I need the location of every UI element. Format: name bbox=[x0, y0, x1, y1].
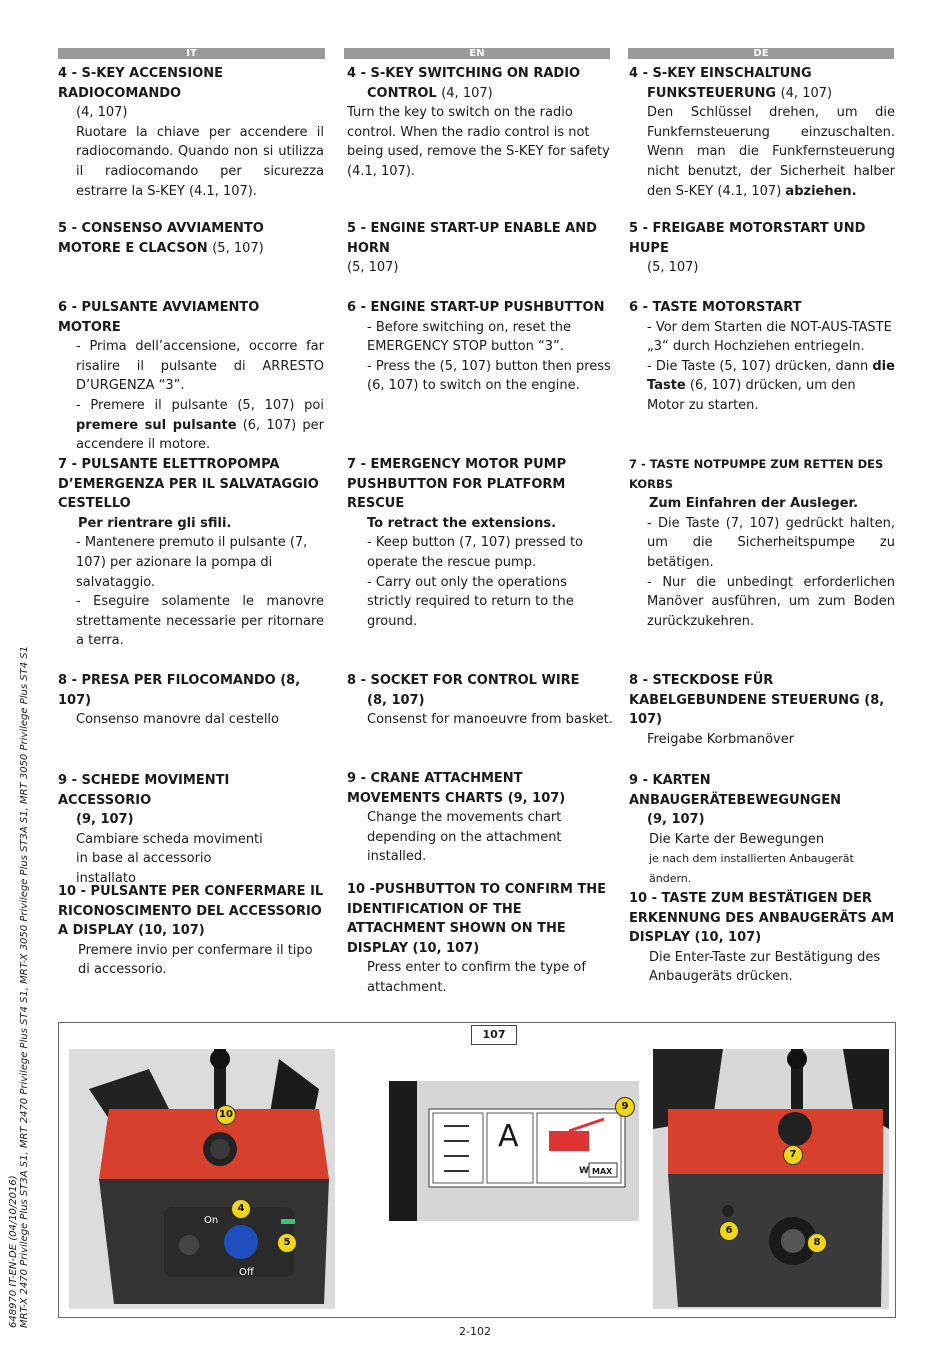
it-s6-line1: - Prima dell’accensione, occorre far risalire il pulsante di ARRESTO D’URGENZA “3”. bbox=[76, 339, 324, 394]
en-s5-ref: (5, 107) bbox=[347, 260, 399, 276]
en-s9-body: Change the movements chart depending on the attachment installed. bbox=[367, 810, 562, 865]
de-s5-title: 5 - FREIGABE MOTORSTART UND HUPE bbox=[629, 221, 866, 256]
it-s9-body: Cambiare scheda movimenti in base al accessorio installato bbox=[76, 831, 263, 886]
en-s7-line1: - Keep button (7, 107) pressed to operate the rescue pump. bbox=[367, 535, 584, 570]
sidebar-line2: MRT-X 2470 Privilege Plus ST3A S1, MRT 2470 Privilege Plus ST4 S1, MRT-X 3050 Privilege Plus ST3A S1, MRT 3050 Privilege Plus ST4 S1 bbox=[19, 646, 30, 1328]
it-s10-title: 10 - PULSANTE PER CONFERMARE IL RICONOSCIMENTO DEL ACCESSORIO A DISPLAY (10, 107) bbox=[58, 884, 324, 939]
en-s5-title: 5 - ENGINE START-UP ENABLE AND HORN bbox=[347, 221, 597, 256]
en-s10-body: Press enter to confirm the type of attachment. bbox=[367, 960, 586, 995]
de-s8-title: 8 - STECKDOSE FÜR KABELGEBUNDENE STEUERUNG (8, 107) bbox=[629, 673, 885, 728]
it-s4-body: Ruotare la chiave per accendere il radiocomando. Quando non si utilizza il radiocomando per sicurezza estrarre la S-KEY (4.1, 107). bbox=[76, 124, 324, 199]
callout-6: 6 bbox=[719, 1221, 739, 1241]
column-header-de: DE bbox=[628, 48, 894, 59]
it-s6-title: 6 - PULSANTE AVVIAMENTO MOTORE bbox=[58, 300, 260, 335]
en-s4-body: Turn the key to switch on the radio control. When the radio control is not being used, remove the S-KEY for safety (4.1, 107). bbox=[347, 105, 610, 179]
it-s7-line1: - Mantenere premuto il pulsante (7, 107) per azionare la pompa di salvataggio. bbox=[76, 535, 308, 590]
it-s10-body: Premere invio per confermare il tipo di accessorio. bbox=[78, 942, 313, 978]
it-s5-title: 5 - CONSENSO AVVIAMENTO MOTORE E CLACSON (5, 107) bbox=[58, 221, 264, 256]
photo-right-control-panel bbox=[653, 1049, 889, 1309]
en-s8-body: Consenst for manoeuvre from basket. bbox=[367, 712, 613, 728]
figure-number: 107 bbox=[471, 1025, 517, 1045]
chart-label-w: W bbox=[579, 1166, 589, 1176]
de-s10-body: Die Enter-Taste zur Bestätigung des Anbaugeräts drücken. bbox=[649, 949, 881, 985]
de-s6-line2: - Die Taste (5, 107) drücken, dann die Taste (6, 107) drücken, um den Motor zu starten. bbox=[647, 358, 895, 413]
de-s9-body2: je nach dem installierten Anbaugerät ändern. bbox=[649, 852, 854, 885]
en-s8-title: 8 - SOCKET FOR CONTROL WIRE bbox=[347, 673, 580, 688]
sidebar-doc-info bbox=[0, 646, 40, 1328]
chart-letter-a: A bbox=[498, 1119, 519, 1154]
callout-7: 7 bbox=[783, 1145, 803, 1165]
chart-label-max: MAX bbox=[592, 1167, 613, 1176]
de-s7-title: 7 - TASTE NOTPUMPE ZUM RETTEN DES KORBS bbox=[629, 457, 884, 491]
en-s4-title: 4 - S-KEY SWITCHING ON RADIO bbox=[347, 66, 581, 81]
photo-attachment-chart bbox=[389, 1081, 639, 1221]
it-s9-title: 9 - SCHEDE MOVIMENTI ACCESSORIO bbox=[58, 773, 230, 808]
de-s4-title: 4 - S-KEY EINSCHALTUNG bbox=[629, 66, 812, 81]
figure-107 bbox=[58, 1022, 896, 1318]
column-header-en: EN bbox=[344, 48, 610, 59]
en-s7-line2: - Carry out only the operations strictly required to return to the ground. bbox=[367, 574, 574, 629]
de-s7-line1: - Die Taste (7, 107) gedrückt halten, um die Sicherheitspumpe zu betätigen. bbox=[647, 515, 895, 570]
it-s7-sub: Per rientrare gli sfili. bbox=[78, 515, 232, 531]
it-s4-title: 4 - S-KEY ACCENSIONE RADIOCOMANDO bbox=[58, 66, 224, 101]
callout-9: 9 bbox=[615, 1097, 635, 1117]
de-s4-body: Den Schlüssel drehen, um die Funkfernsteuerung einzuschalten. Wenn man die Funkfernsteuerung nicht benutzt, der Sicherheit halber den S-KEY (4.1, 107) abziehen. bbox=[647, 105, 895, 199]
en-s4-title2: CONTROL (4, 107) bbox=[367, 85, 493, 101]
de-s9-title: 9 - KARTEN ANBAUGERÄTEBEWEGUNGEN bbox=[629, 773, 841, 808]
de-s10-title: 10 - TASTE ZUM BESTÄTIGEN DER ERKENNUNG DES ANBAUGERÄTS AM DISPLAY (10, 107) bbox=[629, 891, 895, 946]
de-s6-line1: - Vor dem Starten die NOT-AUS-TASTE „3“ durch Hochziehen entriegeln. bbox=[647, 319, 892, 355]
column-header-it: IT bbox=[58, 48, 325, 59]
callout-8: 8 bbox=[807, 1233, 827, 1253]
label-off: Off bbox=[239, 1267, 254, 1278]
control-panel-left-drawing bbox=[69, 1049, 335, 1309]
de-s7-sub: Zum Einfahren der Ausleger. bbox=[649, 496, 859, 512]
en-s6-line1: - Before switching on, reset the EMERGENCY STOP button “3”. bbox=[367, 319, 572, 355]
en-s6-title: 6 - ENGINE START-UP PUSHBUTTON bbox=[347, 300, 605, 315]
de-s9-body: Die Karte der Bewegungen bbox=[649, 831, 825, 847]
de-s4-title2: FUNKSTEUERUNG (4, 107) bbox=[647, 85, 833, 101]
de-s5-ref: (5, 107) bbox=[647, 260, 699, 276]
label-on: On bbox=[204, 1215, 219, 1226]
callout-4: 4 bbox=[231, 1199, 251, 1219]
en-s10-title: 10 -PUSHBUTTON TO CONFIRM THE IDENTIFICATION OF THE ATTACHMENT SHOWN ON THE DISPLAY (10, 107) bbox=[347, 882, 607, 956]
en-s8-ref: (8, 107) bbox=[367, 692, 425, 708]
callout-5: 5 bbox=[277, 1233, 297, 1253]
de-s7-line2: - Nur die unbedingt erforderlichen Manöver ausführen, um zum Boden zurückzukehren. bbox=[647, 574, 895, 629]
control-panel-right-drawing bbox=[653, 1049, 889, 1309]
it-s7-line2: - Eseguire solamente le manovre strettamente necessarie per ritornare a terra. bbox=[76, 594, 324, 649]
de-s9-ref: (9, 107) bbox=[647, 812, 705, 828]
page-number: 2-102 bbox=[459, 1325, 491, 1338]
it-s9-ref: (9, 107) bbox=[76, 812, 134, 828]
callout-10: 10 bbox=[216, 1105, 236, 1125]
it-s8-body: Consenso manovre dal cestello bbox=[76, 712, 279, 728]
it-s8-title: 8 - PRESA PER FILOCOMANDO (8, 107) bbox=[58, 673, 301, 708]
photo-left-control-panel bbox=[69, 1049, 335, 1309]
it-s4-ref: (4, 107) bbox=[76, 105, 128, 121]
it-s6-line2: - Premere il pulsante (5, 107) poi premere sul pulsante (6, 107) per accendere il motore. bbox=[76, 397, 325, 453]
de-s8-body: Freigabe Korbmanöver bbox=[647, 731, 795, 747]
sidebar-line1: 648970 IT-EN-DE (04/10/2016) bbox=[8, 1175, 19, 1328]
de-s6-title: 6 - TASTE MOTORSTART bbox=[629, 300, 802, 315]
en-s7-sub: To retract the extensions. bbox=[367, 515, 557, 531]
en-s7-title: 7 - EMERGENCY MOTOR PUMP PUSHBUTTON FOR PLATFORM RESCUE bbox=[347, 457, 567, 512]
en-s9-title: 9 - CRANE ATTACHMENT MOVEMENTS CHARTS (9, 107) bbox=[347, 771, 566, 806]
en-s6-line2: - Press the (5, 107) button then press (6, 107) to switch on the engine. bbox=[367, 358, 611, 394]
it-s7-title: 7 - PULSANTE ELETTROPOMPA D’EMERGENZA PER IL SALVATAGGIO CESTELLO bbox=[58, 457, 319, 512]
